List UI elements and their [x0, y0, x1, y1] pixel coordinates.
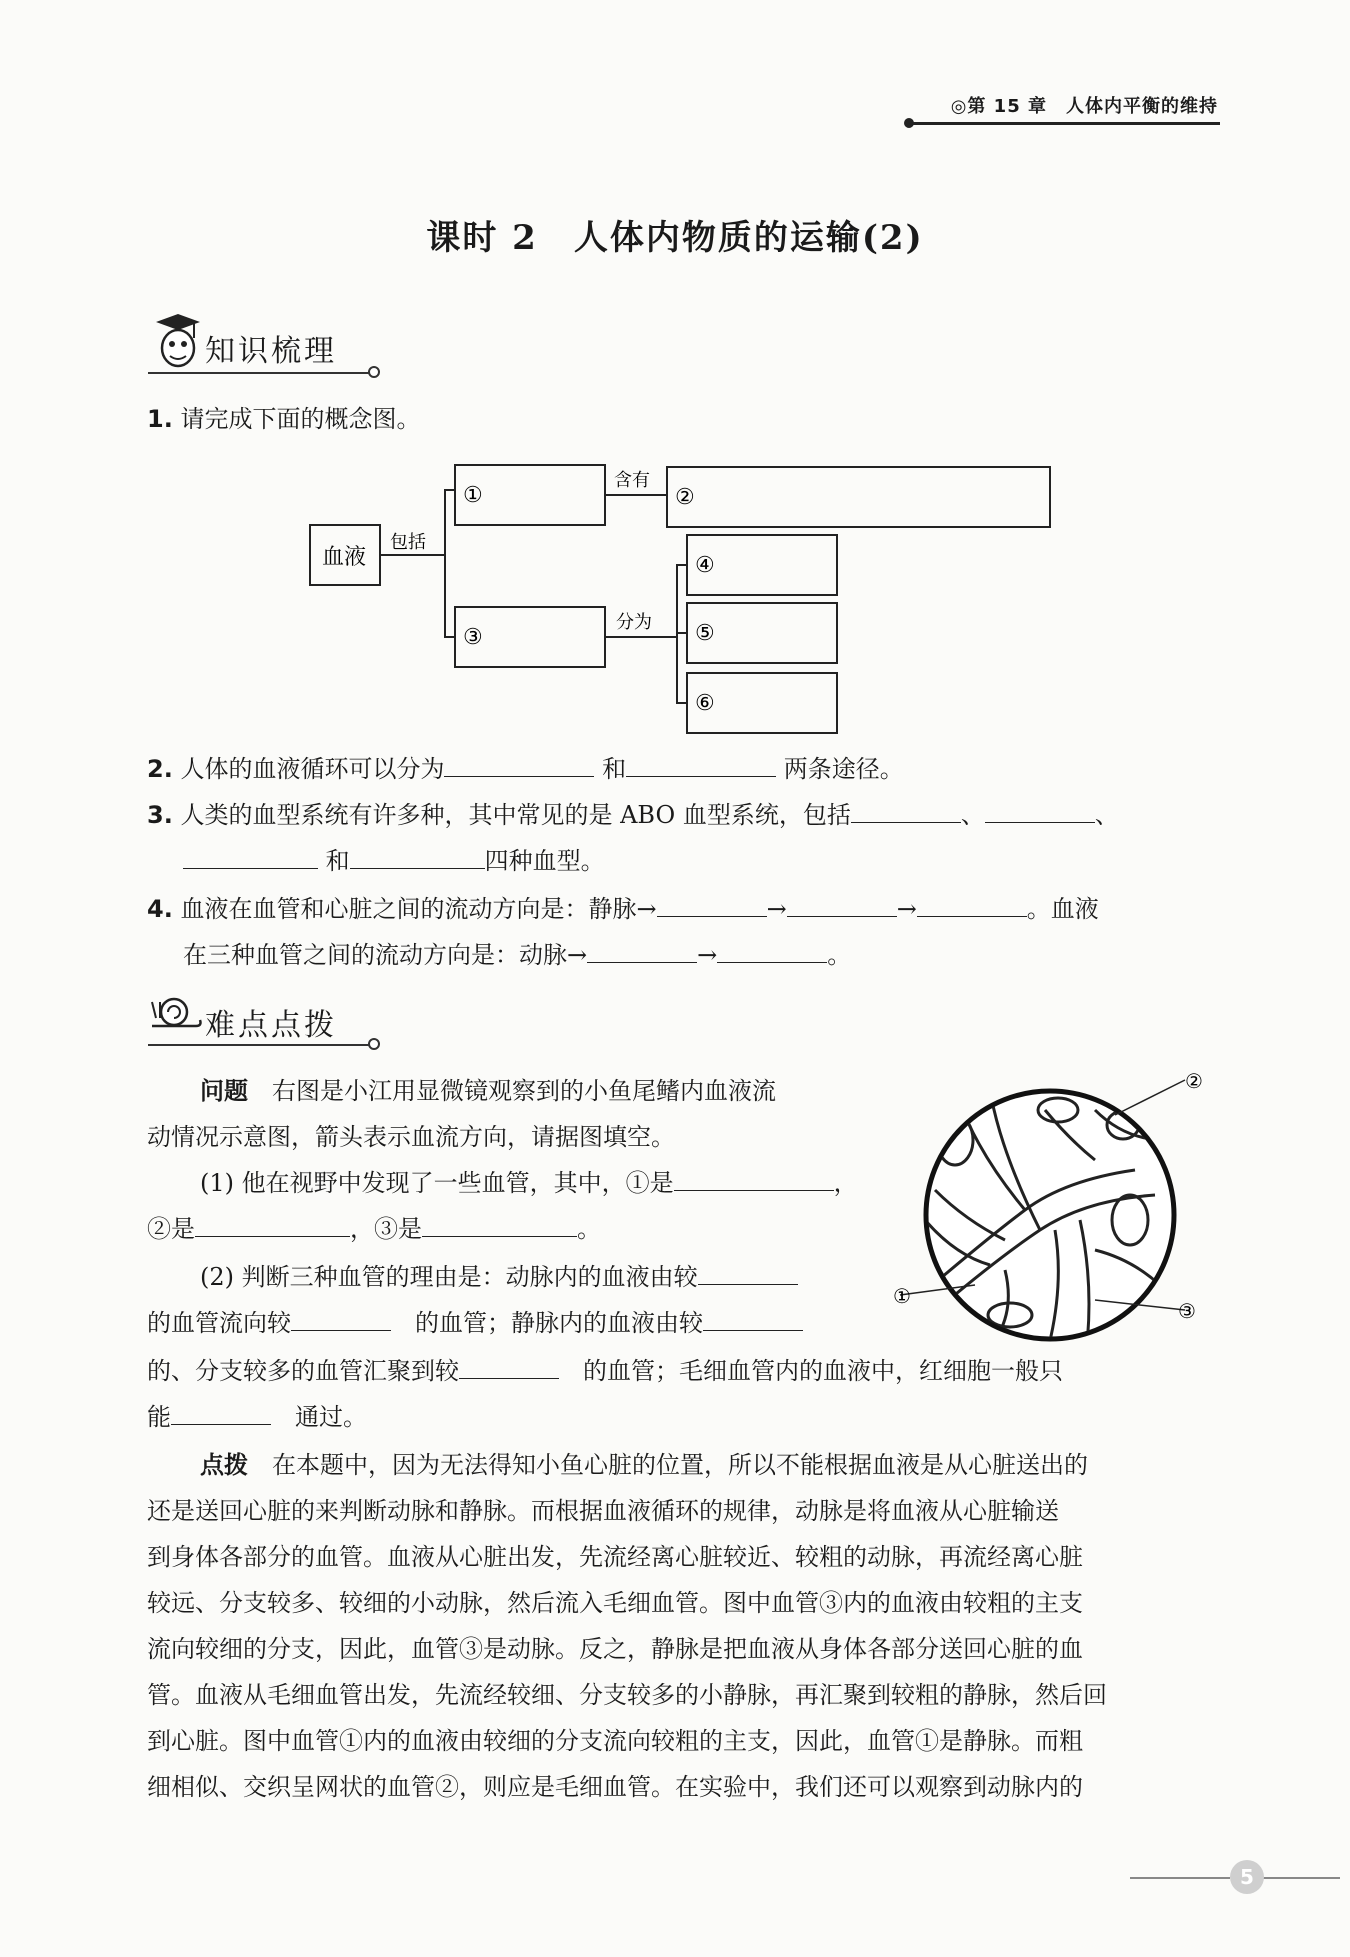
question-number: 2. — [147, 755, 173, 783]
page-rule-right — [1262, 1877, 1340, 1879]
snail-icon — [148, 990, 204, 1032]
problem-line-2: 动情况示意图，箭头表示血流方向，请据图填空。 — [147, 1123, 675, 1151]
q2-text-c: 两条途径。 — [783, 755, 904, 783]
sub2-text-b: 的血管流向较 — [147, 1309, 291, 1337]
section-dot — [368, 1038, 380, 1050]
box-2 — [667, 467, 1050, 527]
problem-line-1 — [200, 1068, 920, 1114]
section-rule — [148, 1044, 370, 1046]
hint-line-1: 还是送回心脏的来判断动脉和静脉。而根据血液循环的规律，动脉是将血液从心脏输送 — [147, 1497, 1059, 1525]
sub2-text-g: 通过。 — [295, 1403, 367, 1431]
q3-sep: 、 — [960, 801, 985, 829]
hint-line-7: 细相似、交织呈网状的血管②，则应是毛细血管。在实验中，我们还可以观察到动脉内的 — [147, 1773, 1083, 1801]
sub2-text-d: 的、分支较多的血管汇聚到较 — [147, 1357, 459, 1385]
q3-end: 四种血型。 — [484, 847, 605, 875]
header-rule — [910, 122, 1220, 125]
q4-text-b: 。血液 — [1026, 895, 1099, 923]
scholar-icon — [150, 312, 202, 374]
sub1-text: (1) 他在视野中发现了一些血管，其中，①是 — [200, 1169, 674, 1197]
flow-arrow: → — [697, 941, 718, 969]
q3-sep: 、 — [1094, 801, 1119, 829]
answer-blank[interactable] — [171, 1398, 271, 1425]
answer-blank[interactable] — [985, 796, 1095, 823]
answer-blank[interactable] — [350, 842, 485, 869]
problem-sub1 — [200, 1160, 920, 1206]
edge-divide: 分为 — [616, 612, 652, 633]
node-blood: 血液 — [322, 545, 367, 570]
sub1-comma: ， — [833, 1169, 858, 1197]
answer-blank[interactable] — [917, 890, 1027, 917]
answer-blank[interactable] — [195, 1210, 350, 1237]
sub1-text-b: ②是 — [147, 1215, 195, 1243]
answer-blank[interactable] — [787, 890, 897, 917]
question-text: 请完成下面的概念图。 — [180, 405, 421, 433]
question-2 — [147, 750, 904, 786]
question-4-cont — [183, 936, 851, 972]
node-2: ② — [675, 485, 695, 510]
problem-sub2-b — [147, 1300, 907, 1346]
question-number: 1. — [147, 405, 173, 433]
hint-line-5: 管。血液从毛细血管出发，先流经较细、分支较多的小静脉，再汇聚到较粗的静脉，然后回 — [147, 1681, 1107, 1709]
page-number: 5 — [1230, 1860, 1264, 1894]
question-number: 3. — [147, 801, 173, 829]
problem-sub2 — [200, 1254, 920, 1300]
q2-text-b: 和 — [602, 755, 627, 783]
sub2-text-e: 的血管；毛细血管内的血液中，红细胞一般只 — [583, 1357, 1063, 1385]
fig-label-2: ② — [1185, 1069, 1203, 1093]
node-5: ⑤ — [695, 621, 715, 646]
answer-blank[interactable] — [703, 1304, 803, 1331]
question-1 — [147, 402, 420, 436]
problem-sub1-cont — [147, 1206, 907, 1252]
hint-text: 在本题中，因为无法得知小鱼心脏的位置，所以不能根据血液是从心脏送出的 — [272, 1451, 1088, 1479]
q3-text: 人类的血型系统有许多种，其中常见的是 ABO 血型系统，包括 — [180, 801, 851, 829]
page-rule-left — [1130, 1877, 1230, 1879]
answer-blank[interactable] — [422, 1210, 577, 1237]
hint-line-3: 较远、分支较多、较细的小动脉，然后流入毛细血管。图中血管③内的血液由较粗的主支 — [147, 1589, 1083, 1617]
sub2-text-f: 能 — [147, 1403, 171, 1431]
answer-blank[interactable] — [183, 842, 318, 869]
q4-text-c: 在三种血管之间的流动方向是：动脉→ — [183, 941, 588, 969]
answer-blank[interactable] — [587, 936, 697, 963]
concept-map — [300, 455, 1060, 745]
q3-and: 和 — [325, 847, 350, 875]
hint-line-0 — [200, 1442, 1212, 1488]
question-4 — [147, 890, 1222, 926]
answer-blank[interactable] — [459, 1352, 559, 1379]
question-number: 4. — [147, 895, 173, 923]
hint-line-6: 到心脏。图中血管①内的血液由较细的分支流向较粗的主支，因此，血管①是静脉。而粗 — [147, 1727, 1083, 1755]
edge-contain: 含有 — [614, 470, 650, 491]
q4-text-a: 血液在血管和心脏之间的流动方向是：静脉→ — [180, 895, 657, 923]
sub2-text-a: (2) 判断三种血管的理由是：动脉内的血液由较 — [200, 1263, 698, 1291]
answer-blank[interactable] — [291, 1304, 391, 1331]
section-knowledge: 知识梳理 — [205, 334, 337, 369]
fig-label-1: ① — [893, 1284, 911, 1308]
node-6: ⑥ — [695, 691, 715, 716]
answer-blank[interactable] — [657, 890, 767, 917]
hint-line-4: 流向较细的分支，因此，血管③是动脉。反之，静脉是把血液从身体各部分送回心脏的血 — [147, 1635, 1083, 1663]
hint-line-2: 到身体各部分的血管。血液从心脏出发，先流经离心脏较近、较粗的动脉，再流经离心脏 — [147, 1543, 1083, 1571]
lesson-title: 课时 2 人体内物质的运输(2) — [426, 218, 924, 258]
q4-end: 。 — [827, 941, 852, 969]
problem-sub2-d — [147, 1394, 1212, 1440]
sub1-end: 。 — [577, 1215, 601, 1243]
section-dot — [368, 366, 380, 378]
edge-include: 包括 — [390, 532, 426, 553]
node-4: ④ — [695, 553, 715, 578]
microscope-figure — [895, 1070, 1225, 1350]
answer-blank[interactable] — [674, 1164, 834, 1191]
answer-blank[interactable] — [851, 796, 961, 823]
problem-text: 右图是小江用显微镜观察到的小鱼尾鳍内血液流 — [272, 1077, 776, 1105]
question-3-cont — [183, 842, 605, 878]
answer-blank[interactable] — [717, 936, 827, 963]
sub2-text-c: 的血管；静脉内的血液由较 — [415, 1309, 703, 1337]
flow-arrow: → — [766, 895, 787, 923]
node-1: ① — [463, 483, 483, 508]
section-difficulty: 难点点拨 — [205, 1008, 337, 1043]
fig-label-3: ③ — [1178, 1299, 1196, 1323]
flow-arrow: → — [896, 895, 917, 923]
problem-sub2-c — [147, 1348, 1212, 1394]
node-3: ③ — [463, 625, 483, 650]
answer-blank[interactable] — [626, 750, 776, 777]
problem-label: 问题 — [200, 1077, 248, 1105]
answer-blank[interactable] — [698, 1258, 798, 1285]
question-3 — [147, 796, 1222, 832]
answer-blank[interactable] — [444, 750, 594, 777]
sub1-text-c: ，③是 — [350, 1215, 422, 1243]
hint-label: 点拨 — [200, 1451, 248, 1479]
section-rule — [148, 372, 370, 374]
chapter-header: ◎第 15 章 人体内平衡的维持 — [950, 96, 1218, 117]
q2-text-a: 人体的血液循环可以分为 — [180, 755, 445, 783]
